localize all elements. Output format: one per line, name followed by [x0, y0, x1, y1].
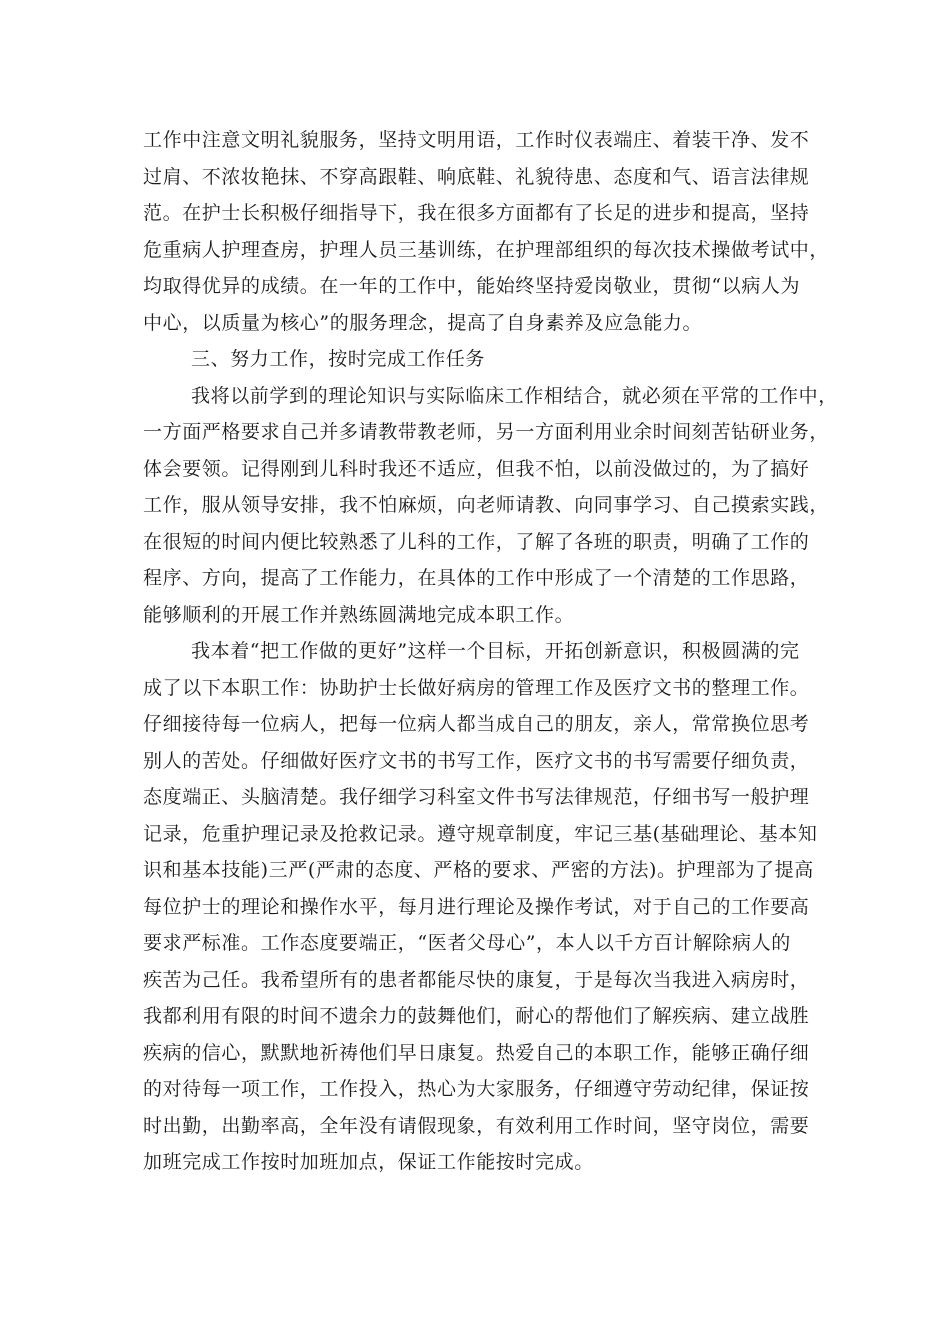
text-line: 工作，服从领导安排，我不怕麻烦，向老师请教、向同事学习、自己摸索实践，: [143, 494, 830, 516]
text-line: 三、努力工作，按时完成工作任务: [191, 348, 486, 370]
text-line: 均取得优异的成绩。在一年的工作中，能始终坚持爱岗敬业，贯彻“以病人为: [143, 275, 801, 297]
text-line: 疾苦为己任。我希望所有的患者都能尽快的康复，于是每次当我进入病房时，: [143, 968, 810, 991]
text-line: 成了以下本职工作：协助护士长做好病房的管理工作及医疗文书的整理工作。: [143, 676, 810, 699]
text-line: 别人的苦处。仔细做好医疗文书的书写工作，医疗文书的书写需要仔细负责，: [143, 749, 810, 772]
text-line: 我将以前学到的理论知识与实际临床工作相结合，就必须在平常的工作中，: [191, 384, 838, 407]
text-line: 的对待每一项工作，工作投入，热心为大家服务，仔细遵守劳动纪律，保证按: [143, 1078, 810, 1100]
text-line: 我本着“把工作做的更好”这样一个目标，开拓创新意识，积极圆满的完: [191, 640, 800, 662]
text-line: 识和基本技能)三严(严肃的态度、严格的要求、严密的方法)。护理部为了提高: [143, 859, 814, 881]
text-line: 每位护士的理论和操作水平，每月进行理论及操作考试，对于自己的工作要高: [143, 895, 810, 918]
text-line: 工作中注意文明礼貌服务，坚持文明用语，工作时仪表端庄、着装干净、发不: [143, 129, 810, 151]
text-line: 过肩、不浓妆艳抹、不穿高跟鞋、响底鞋、礼貌待患、态度和气、语言法律规: [143, 165, 810, 188]
text-line: 态度端正、头脑清楚。我仔细学习科室文件书写法律规范，仔细书写一般护理: [143, 786, 810, 808]
text-line: 疾病的信心，默默地祈祷他们早日康复。热爱自己的本职工作，能够正确仔细: [143, 1041, 810, 1064]
text-line: 能够顺利的开展工作并熟练圆满地完成本职工作。: [143, 603, 575, 626]
text-line: 我都利用有限的时间不遗余力的鼓舞他们，耐心的帮他们了解疾病、建立战胜: [143, 1005, 810, 1027]
document-body: [143, 122, 843, 1181]
text-line: 中心，以质量为核心”的服务理念，提高了自身素养及应急能力。: [143, 311, 703, 334]
text-line: 加班完成工作按时加班加点，保证工作能按时完成。: [143, 1151, 594, 1173]
text-line: 范。在护士长积极仔细指导下，我在很多方面都有了长足的进步和提高，坚持: [143, 202, 810, 224]
text-line: 体会要领。记得刚到儿科时我还不适应，但我不怕，以前没做过的，为了搞好: [143, 457, 810, 480]
text-line: 在很短的时间内便比较熟悉了儿科的工作，了解了各班的职责，明确了工作的: [143, 530, 810, 553]
text-line: 要求严标准。工作态度要端正，“医者父母心”，本人以千方百计解除病人的: [143, 932, 791, 954]
text-line: 一方面严格要求自己并多请教带教老师，另一方面利用业余时间刻苦钻研业务，: [143, 421, 830, 443]
text-line: 程序、方向，提高了工作能力，在具体的工作中形成了一个清楚的工作思路，: [143, 567, 810, 589]
text-line: 时出勤，出勤率高，全年没有请假现象，有效利用工作时间，坚守岗位，需要: [143, 1114, 810, 1137]
text-line: 仔细接待每一位病人，把每一位病人都当成自己的朋友，亲人，常常换位思考: [143, 713, 810, 735]
text-line: 记录，危重护理记录及抢救记录。遵守规章制度，牢记三基(基础理论、基本知: [143, 822, 818, 845]
text-line: 危重病人护理查房，护理人员三基训练，在护理部组织的每次技术操做考试中，: [143, 238, 830, 261]
